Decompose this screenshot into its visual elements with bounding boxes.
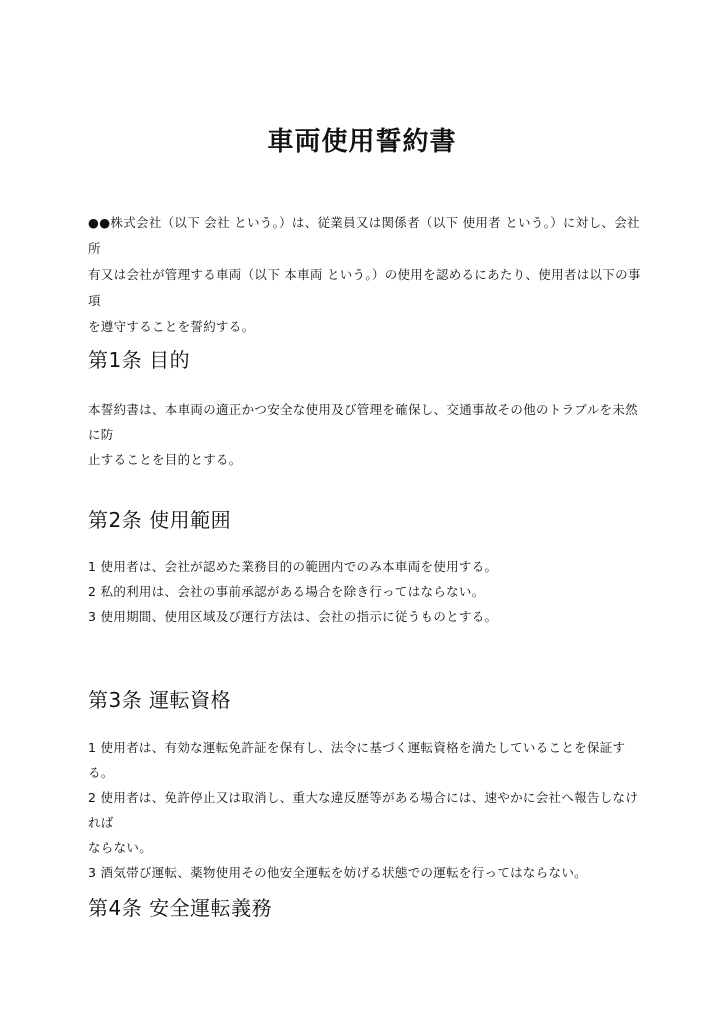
article-body-2 (88, 554, 648, 629)
intro-paragraph (88, 210, 648, 340)
article-line: 3 酒気帯び運転、薬物使用その他安全運転を妨げる状態での運転を行ってはならない。 (88, 865, 587, 880)
article-line: ならない。 (88, 840, 153, 855)
intro-line: を遵守することを誓約する。 (88, 319, 255, 334)
article-body-3 (88, 735, 648, 885)
article-line: 1 使用者は、有効な運転免許証を保有し、法令に基づく運転資格を満たしていることを保証する。 (88, 740, 626, 780)
article-line: 2 使用者は、免許停止又は取消し、重大な違反歴等がある場合には、速やかに会社へ報告しなければ (88, 790, 639, 830)
article-heading-2: 第2条 使用範囲 (88, 508, 232, 532)
article-heading-1: 第1条 目的 (88, 348, 191, 372)
article-line: 3 使用期間、使用区域及び運行方法は、会社の指示に従うものとする。 (88, 609, 498, 624)
article-line: 本誓約書は、本車両の適正かつ安全な使用及び管理を確保し、交通事故その他のトラブルを未然に防 (88, 402, 638, 442)
article-line: 1 使用者は、会社が認めた業務目的の範囲内でのみ本車両を使用する。 (88, 559, 498, 574)
article-heading-3: 第3条 運転資格 (88, 688, 232, 712)
article-body-1 (88, 397, 648, 472)
article-heading-4: 第4条 安全運転義務 (88, 896, 273, 920)
article-line: 止することを目的とする。 (88, 452, 242, 467)
intro-line: ●●株式会社（以下 会社 という。）は、従業員又は関係者（以下 使用者 という。）に対し、会社所 (88, 215, 640, 256)
document-title: 車両使用誓約書 (267, 127, 457, 157)
article-line: 2 私的利用は、会社の事前承認がある場合を除き行ってはならない。 (88, 584, 485, 599)
intro-line: 有又は会社が管理する車両（以下 本車両 という。）の使用を認めるにあたり、使用者は以下の事項 (88, 267, 641, 308)
